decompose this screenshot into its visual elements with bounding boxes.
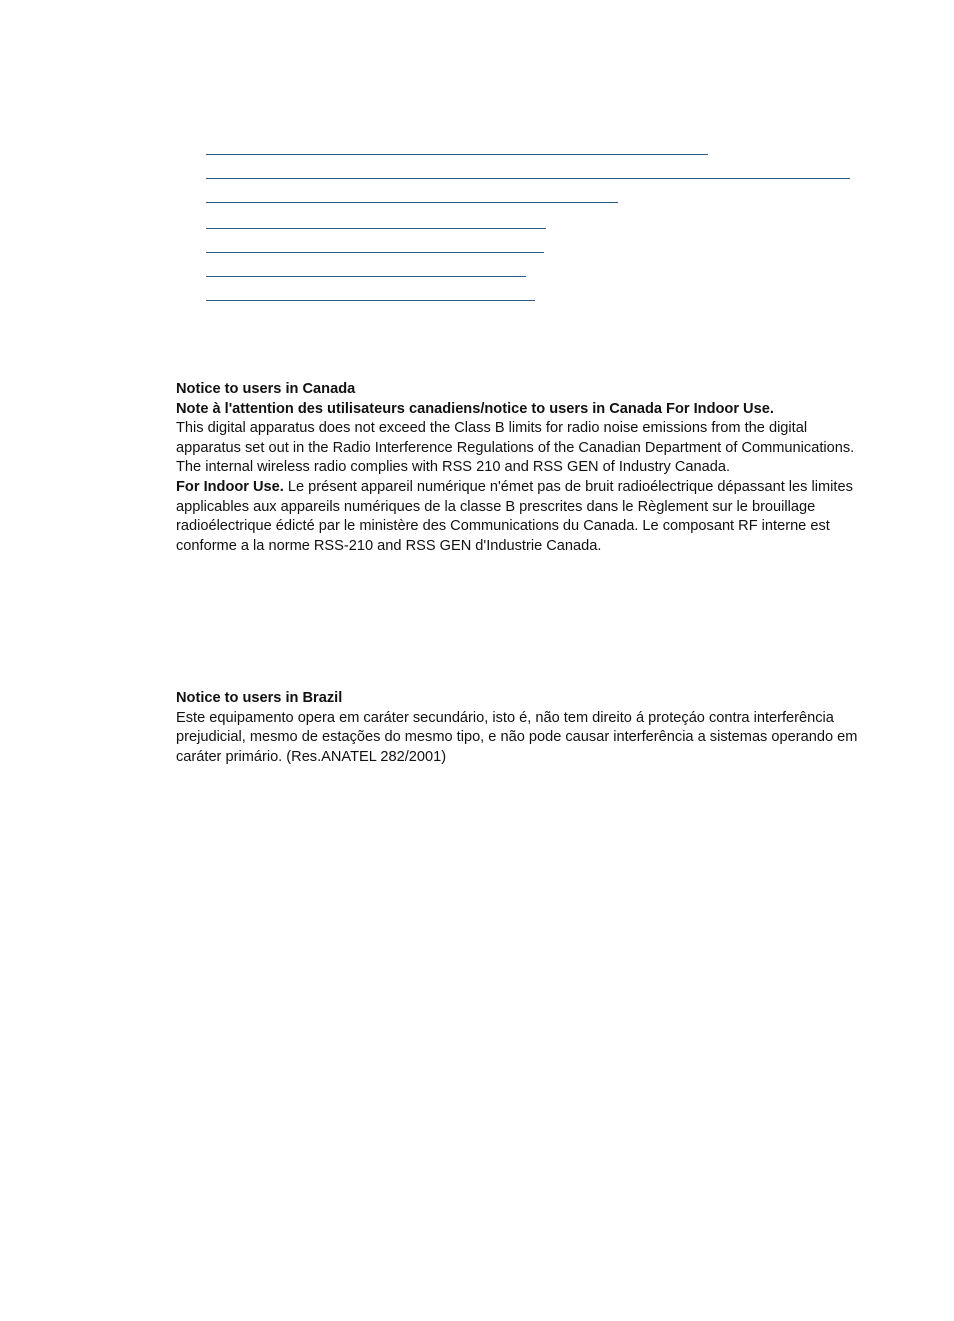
brazil-notice-body: Este equipamento opera em caráter secundário, isto é, não tem direito á proteçáo contra interferência prejudicial, mesmo de estações do mesmo tipo, e não pode causar interferência a sistemas operando em caráter primário. (Res.ANATEL 282/2001) <box>176 709 858 765</box>
canada-notice-title: Notice to users in Canada <box>176 381 356 397</box>
link-underline[interactable] <box>206 300 535 301</box>
brazil-notice-title: Notice to users in Brazil <box>176 690 343 706</box>
canada-notice-subtitle: Note à l'attention des utilisateurs canadiens/notice to users in Canada For Indoor Use. <box>176 400 774 417</box>
canada-english-body: This digital apparatus does not exceed the Class B limits for radio noise emissions from the digital apparatus set out in the Radio Interference Regulations of the Canadian Department of Communications. The internal wireless radio complies with RSS 210 and RSS GEN of Industry Canada. <box>176 420 855 476</box>
link-underline[interactable] <box>206 252 544 253</box>
link-underline[interactable] <box>206 154 708 155</box>
canada-notice <box>176 380 876 556</box>
canada-french-body: Le présent appareil numérique n'émet pas de bruit radioélectrique dépassant les limites applicables aux appareils numériques de la classe B prescrites dans le Règlement sur le brouillage radioélectrique édicté par le ministère des Communications du Canada. Le composant RF interne est conforme a la norme RSS-210 and RSS GEN d'Industrie Canada. <box>176 478 853 554</box>
indoor-use-label: For Indoor Use. <box>176 478 284 495</box>
link-underline[interactable] <box>206 178 850 179</box>
link-underline[interactable] <box>206 276 526 277</box>
brazil-notice <box>176 689 876 767</box>
link-underline[interactable] <box>206 202 618 203</box>
link-underline[interactable] <box>206 228 546 229</box>
canada-french-paragraph <box>176 478 876 556</box>
